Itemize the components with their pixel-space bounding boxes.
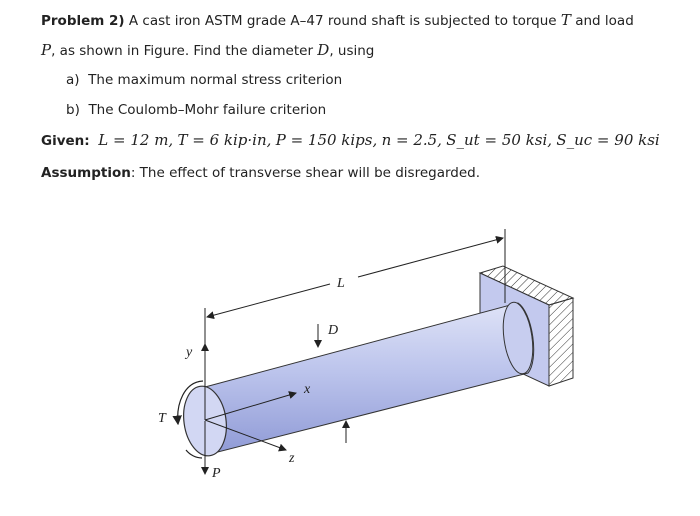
problem-text-3: , as shown in Figure. Find the diameter: [51, 43, 318, 59]
z-axis-label: z: [289, 451, 295, 466]
torque-label: T: [158, 411, 166, 426]
given-sut: S_ut = 50 ksi,: [446, 131, 553, 149]
given-length: L = 12 m,: [98, 131, 174, 149]
part-a-letter: a): [66, 72, 80, 88]
problem-label: Problem 2): [41, 13, 125, 29]
problem-text-4: , using: [329, 43, 375, 59]
assumption-label: Assumption: [41, 165, 131, 181]
x-axis-label: x: [304, 382, 311, 397]
load-symbol: P: [41, 41, 52, 59]
load-label: P: [212, 466, 221, 481]
y-axis-label: y: [186, 345, 193, 360]
length-label: L: [337, 276, 345, 291]
problem-text-1: A cast iron ASTM grade A–47 round shaft is subjected to torque: [124, 13, 561, 29]
part-b-letter: b): [66, 102, 80, 118]
part-b-text: The Coulomb–Mohr failure criterion: [88, 102, 327, 118]
given-label: Given:: [41, 133, 90, 149]
diameter-label: D: [328, 323, 339, 338]
diameter-symbol: D: [317, 41, 330, 59]
assumption-text: : The effect of transverse shear will be disregarded.: [130, 165, 481, 181]
problem-text-2: and load: [570, 13, 634, 29]
given-torque: T = 6 kip·in,: [177, 131, 272, 149]
part-a-text: The maximum normal stress criterion: [88, 72, 343, 88]
given-safety-factor: n = 2.5,: [381, 131, 442, 149]
round-shaft: [179, 300, 537, 458]
given-load: P = 150 kips,: [275, 131, 378, 149]
given-suc: S_uc = 90 ksi: [556, 131, 660, 149]
torque-symbol: T: [560, 11, 571, 29]
